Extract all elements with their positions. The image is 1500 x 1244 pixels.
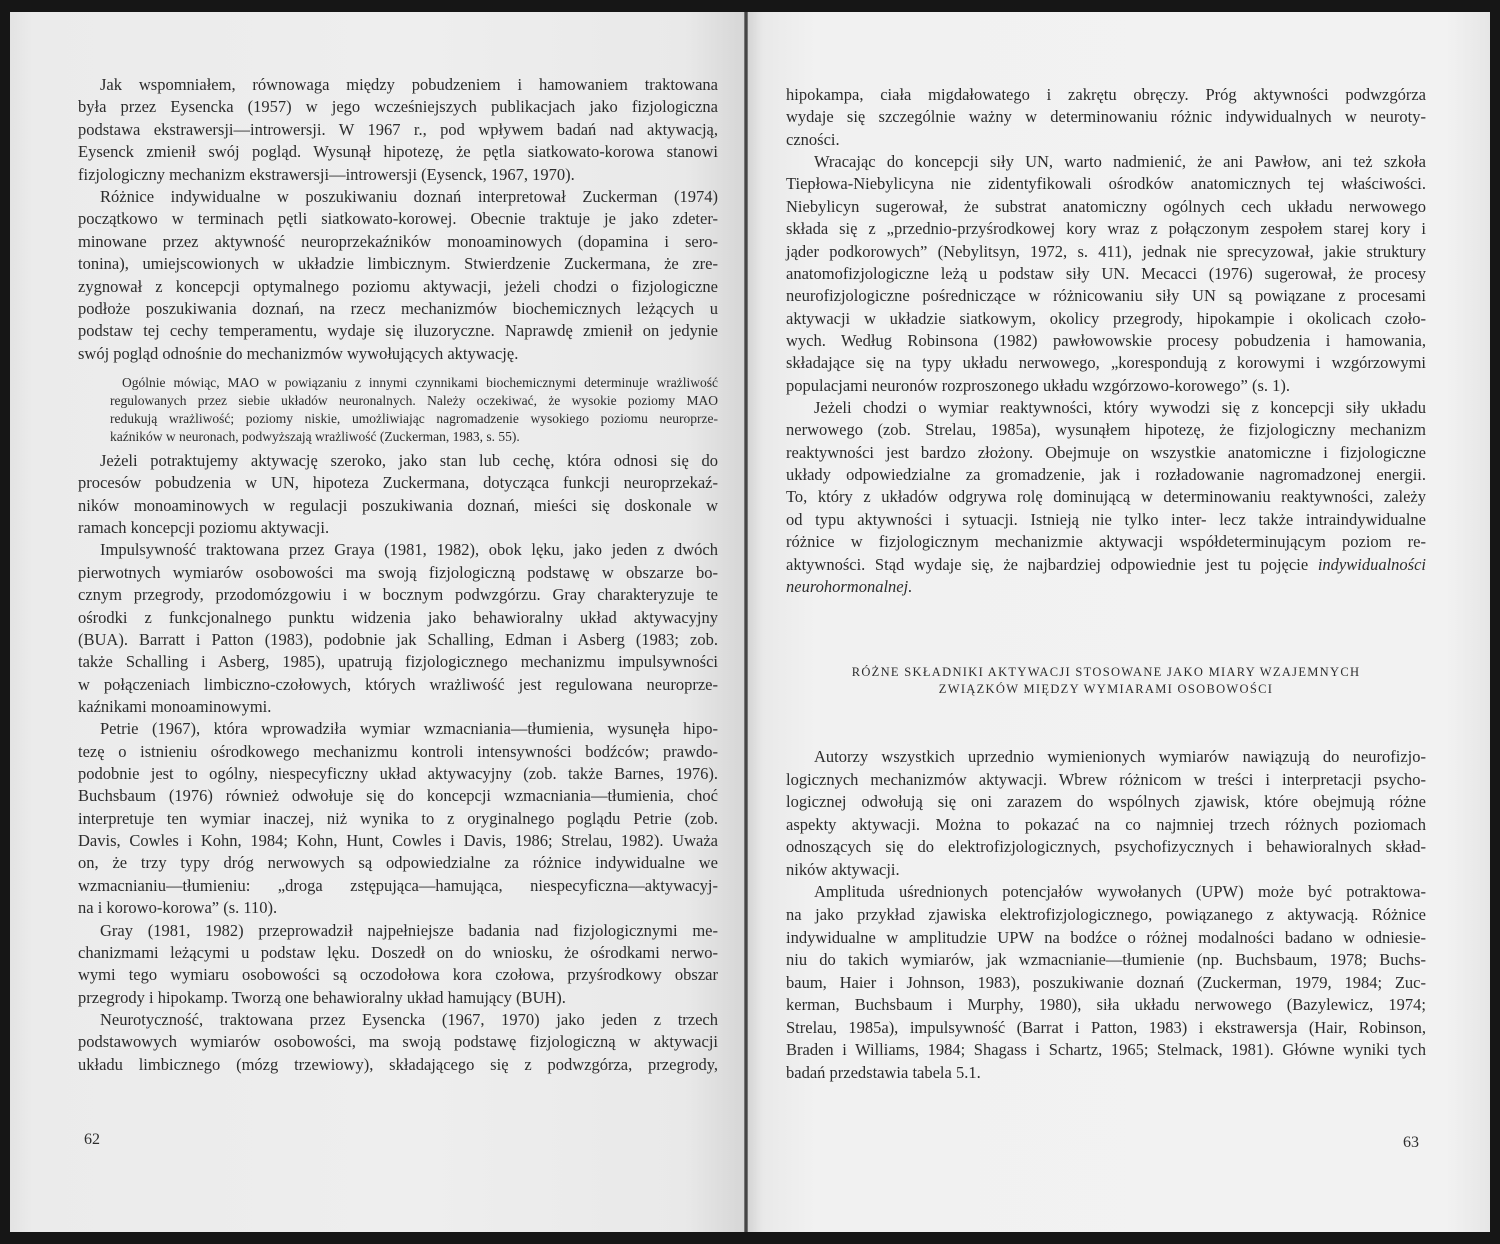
line-text: układy odpowiedzialne za gromadzenie, jak i rozładowanie nagromadzonej energii. — [786, 465, 1426, 485]
line-text: składa się z „przednio-przyśrodkowej kory wraz z połączonym zespołem starej kory i — [786, 219, 1426, 239]
text-line — [78, 208, 718, 230]
text-line — [786, 486, 1426, 508]
line-text: ZWIĄZKÓW MIĘDZY WYMIARAMI OSOBOWOŚCI — [938, 682, 1274, 696]
text-line — [78, 674, 718, 696]
text-line — [78, 763, 718, 785]
line-text: tonina), umiejscowionych w układzie limbicznym. Stwierdzenie Zuckermana, że zre- — [78, 254, 718, 274]
text-line — [786, 1039, 1426, 1062]
text-line — [78, 584, 718, 606]
line-text: tezę o istnieniu ośrodkowego mechanizmu kontroli intensywności bodźców; prawdo- — [78, 741, 718, 761]
line-text: od typu aktywności i sytuacji. Istnieją nie tylko inter- lecz także intraindywidualne — [786, 509, 1426, 529]
text-line — [78, 119, 718, 141]
line-text: indywidualne w amplitudzie UPW na bodźce o różnej modalności badano w odniesie- — [786, 927, 1426, 947]
line-text: fizjologiczny mechanizm ekstrawersji—introwersji (Eysenck, 1967, 1970). — [78, 164, 575, 184]
line-text: kerman, Buchsbaum i Murphy, 1980), siła układu nerwowego (Bazylewicz, 1974; — [786, 995, 1426, 1015]
line-text: na jako przykład zjawiska elektrofizjologicznego, powiązanego z aktywacją. Różnice — [786, 904, 1426, 924]
body-text-bottom — [786, 746, 1426, 1084]
section-heading — [786, 664, 1426, 698]
text-line — [78, 276, 718, 298]
right-page — [748, 12, 1490, 1232]
line-text: Eysenck zmienił swój pogląd. Wysunął hipotezę, że pętla siatkowato-korowa stanowi — [78, 142, 718, 162]
text-line — [786, 241, 1426, 263]
text-line — [78, 852, 718, 874]
paragraph — [78, 186, 718, 365]
text-line — [786, 994, 1426, 1017]
text-line — [78, 1031, 718, 1053]
text-line — [786, 218, 1426, 240]
line-text: ośrodki z funkcjonalnego punktu widzenia jako behawioralny układ aktywacyjny — [78, 607, 718, 627]
line-text: Braden i Williams, 1984; Shagass i Schartz, 1965; Stelmack, 1981). Główne wyniki tych — [786, 1040, 1426, 1060]
section-heading-line — [786, 681, 1426, 698]
line-text: wzmacnianiu—tłumieniu: „droga zstępująca—hamująca, niespecyficzna—aktywacyj- — [78, 875, 718, 895]
text-line — [786, 881, 1426, 904]
text-line — [786, 814, 1426, 837]
body-text-top — [786, 84, 1426, 598]
line-text: redukują wrażliwość; poziomy niskie, umożliwiając nagromadzenie wysokiego poziomu neuroprze- — [110, 411, 718, 426]
text-line — [786, 285, 1426, 307]
text-line — [78, 1054, 718, 1076]
line-text: (BUA). Barratt i Patton (1983), podobnie jak Schalling, Edman i Asberg (1983; zob. — [78, 629, 718, 649]
text-line — [786, 330, 1426, 352]
quote-line — [110, 410, 718, 428]
line-text: pierwotnych wymiarów osobowości ma swoją fizjologiczną podstawę w obszarze bo- — [78, 562, 718, 582]
line-text: To, który z układów odgrywa rolę dominującą w determinowaniu reaktywności, zależy — [786, 487, 1426, 507]
line-text: Buchsbaum (1976) również odwołuje się do koncepcji wzmacniania—tłumienia, choć — [78, 786, 718, 806]
line-text: różnice w fizjologicznym mechanizmie aktywacji współdeterminującym poziom re- — [786, 532, 1426, 552]
line-text: początkowo w terminach pętli siatkowato-korowej. Obecnie traktuje je jako zdeter- — [78, 209, 718, 229]
line-text: aspekty aktywacji. Można to pokazać na co najmniej trzech różnych poziomach — [786, 814, 1426, 834]
line-text: przegrody i hipokamp. Tworzą one behawioralny układ hamujący (BUH). — [78, 987, 566, 1007]
text-line — [78, 472, 718, 494]
text-line — [786, 576, 1426, 598]
paragraph — [786, 151, 1426, 397]
text-line — [786, 352, 1426, 374]
line-text: była przez Eysencka (1957) w jego wcześniejszych publikacjach jako fizjologiczna — [78, 97, 718, 117]
text-line — [78, 785, 718, 807]
text-line — [786, 308, 1426, 330]
text-line — [78, 298, 718, 320]
line-text: także Schalling i Asberg, 1985), upatrują fizjologicznego mechanizmu impulsywności — [78, 652, 718, 672]
text-line — [786, 1017, 1426, 1040]
page-number: 62 — [84, 1131, 100, 1148]
text-line — [786, 904, 1426, 927]
text-line — [78, 253, 718, 275]
text-line — [78, 920, 718, 942]
text-line — [786, 173, 1426, 195]
section-heading-line — [786, 664, 1426, 681]
line-text: ników monoaminowych w regulacji poszukiwania doznań, mieści się doskonale w — [78, 495, 718, 515]
line-text: Wracając do koncepcji siły UN, warto nadmienić, że ani Pawłow, ani też szkoła — [814, 152, 1426, 172]
text-line — [78, 830, 718, 852]
text-line — [78, 343, 718, 365]
paragraph — [78, 539, 718, 718]
left-page — [10, 12, 744, 1232]
text-line — [78, 186, 718, 208]
text-line — [786, 84, 1426, 106]
line-text: Niebylicyn sugerował, że substrat anatomiczny ogólnych cech układu nerwowego — [786, 196, 1426, 216]
quote-line — [110, 374, 718, 392]
line-text: podstaw tej cechy temperamentu, wydaje się iluzoryczne. Naprawdę zmienił on jedynie — [78, 321, 718, 341]
line-text: wych. Według Robinsona (1982) pawłowowskie procesy pobudzenia i hamowania, — [786, 330, 1426, 350]
line-text: chanizmami leżącymi u podstaw lęku. Doszedł on do wniosku, że ośrodkami nerwo- — [78, 942, 718, 962]
text-line — [786, 531, 1426, 553]
text-line — [78, 74, 718, 96]
line-text: w połączeniach limbiczno-czołowych, których wrażliwość jest regulowana neuroprze- — [78, 674, 718, 694]
line-text — [786, 555, 1426, 574]
line-text: wymi tego wymiaru osobowości są oczodołowa kora czołowa, przyśrodkowy obszar — [78, 965, 718, 985]
text-line — [78, 96, 718, 118]
text-line — [786, 791, 1426, 814]
line-text: swój pogląd odnośnie do mechanizmów wywołujących aktywację. — [78, 343, 519, 363]
text-line — [78, 517, 718, 539]
text-line — [786, 419, 1426, 441]
text-line — [78, 875, 718, 897]
line-text: Strelau, 1985a), impulsywność (Barrat i Patton, 1983) i ekstrawersja (Hair, Robinson, — [786, 1017, 1426, 1037]
paragraph — [786, 84, 1426, 151]
paragraph — [78, 718, 718, 919]
line-text: hipokampa, ciała migdałowatego i zakrętu obręczy. Próg aktywności podwzgórza — [786, 85, 1426, 104]
text-line — [786, 442, 1426, 464]
paragraph — [78, 74, 718, 186]
line-text: anatomofizjologiczne leżą u podstaw siły UN. Mecacci (1976) sugerował, że procesy — [786, 263, 1426, 283]
text-line — [78, 141, 718, 163]
quote-line — [110, 428, 718, 446]
text-line — [78, 562, 718, 584]
line-text: składające się na typy układu nerwowego, „korespondują z korowymi i wzgórzowymi — [786, 353, 1426, 373]
line-text: podstawa ekstrawersji—introwersji. W 1967 r., pod wpływem badań nad aktywacją, — [78, 119, 718, 139]
line-text: niu do takich wymiarów, jak wzmacnianie—tłumienie (np. Buchsbaum, 1978; Buchs- — [786, 950, 1426, 970]
line-text: czności. — [786, 129, 840, 149]
line-text: on, że trzy typy dróg nerwowych są odpowiedzialne za różnice indywidualne we — [78, 853, 718, 873]
line-text: neurofizjologiczne pośredniczące w różnicowaniu siły UN są powiązane z procesami — [786, 286, 1426, 306]
text-line — [786, 746, 1426, 769]
text-line — [78, 320, 718, 342]
line-text: podstawowych wymiarów osobowości, ma swoją podstawę fizjologiczną w aktywacji — [78, 1032, 718, 1052]
text-line — [786, 151, 1426, 173]
line-text: zygnował z koncepcji optymalnego poziomu aktywacji, jeżeli chodzi o fizjologiczne — [78, 276, 718, 296]
text-line — [78, 629, 718, 651]
paragraph — [786, 746, 1426, 881]
text-line — [786, 836, 1426, 859]
line-text: reaktywności jest bardzo złożony. Obejmuje on wszystkie anatomiczne i fizjologiczne — [786, 442, 1426, 462]
paragraph — [78, 920, 718, 1009]
line-text: Ogólnie mówiąc, MAO w powiązaniu z innymi czynnikami biochemicznymi determinuje wrażliwość — [122, 375, 718, 390]
line-text: Tiepłowa-Niebylicyna nie zidentyfikowali ośrodków anatomicznych tej właściwości. — [786, 174, 1426, 194]
line-text: minowane przez aktywność neuroprzekaźników monoaminowych (dopamina i sero- — [78, 231, 718, 251]
line-text: Petrie (1967), która wprowadziła wymiar wzmacniania—tłumienia, wysunęła hipo- — [100, 719, 718, 739]
text-line — [786, 129, 1426, 151]
line-text: Różnice indywidualne w poszukiwaniu doznań interpretował Zuckerman (1974) — [100, 186, 718, 206]
text-line — [78, 495, 718, 517]
text-line — [786, 509, 1426, 531]
text-line — [786, 106, 1426, 128]
text-line — [786, 464, 1426, 486]
text-line — [78, 987, 718, 1009]
body-text-top — [78, 74, 718, 365]
text-line — [78, 450, 718, 472]
text-line — [78, 808, 718, 830]
paragraph — [78, 450, 718, 539]
line-text: kaźnikami monoaminowymi. — [78, 696, 272, 716]
text-line — [786, 949, 1426, 972]
line-text: Autorzy wszystkich uprzednio wymienionych wymiarów nawiązują do neurofizjo- — [814, 747, 1426, 766]
line-text: populacjami neuronów rozproszonego układu wzgórzowo-korowego” (s. 1). — [786, 375, 1291, 395]
line-text: na i korowo-korowa” (s. 110). — [78, 898, 278, 918]
page-number: 63 — [1403, 1134, 1419, 1151]
line-text: Gray (1981, 1982) przeprowadził najpełniejsze badania nad fizjologicznymi me- — [100, 920, 718, 940]
line-text: wydaje się szczególnie ważny w determinowaniu różnic indywidualnych w neuroty- — [786, 107, 1426, 127]
text-line — [78, 651, 718, 673]
line-text: interpretuje ten wymiar inaczej, niż wynika to z oryginalnego poglądu Petrie (zob. — [78, 808, 718, 828]
text-line — [78, 718, 718, 740]
text-line — [78, 231, 718, 253]
text-line — [78, 897, 718, 919]
text-line — [786, 554, 1426, 576]
line-text: odnoszących się do elektrofizjologicznych, psychofizycznych i behawioralnych skład- — [786, 837, 1426, 857]
line-text: ramach koncepcji poziomu aktywacji. — [78, 518, 330, 538]
italic-term: neurohormonalnej. — [786, 576, 913, 596]
text-line — [78, 741, 718, 763]
line-text: logicznych mechanizmów aktywacji. Wbrew różnicom w treści i interpretacji psycho- — [786, 769, 1426, 789]
line-text-run: aktywności. Stąd wydaje się, że najbardziej odpowiednie jest tu pojęcie — [786, 554, 1309, 574]
line-text: aktywacji w układzie siatkowym, okolicy przegrody, hipokampie i okolicach czoło- — [786, 308, 1426, 328]
line-text: Impulsywność traktowana przez Graya (1981, 1982), obok lęku, jako jeden z dwóch — [100, 540, 718, 560]
line-text: ników aktywacji. — [786, 859, 900, 879]
text-line — [78, 964, 718, 986]
line-text: regulowanych przez siebie układów neuronalnych. Należy oczekiwać, że wysokie poziomy MAO — [110, 393, 718, 408]
line-text: Jeżeli chodzi o wymiar reaktywności, który wywodzi się z koncepcji siły układu — [814, 398, 1426, 418]
line-text: Jak wspomniałem, równowaga między pobudzeniem i hamowaniem traktowana — [100, 75, 718, 94]
line-text: cznym przegrody, przodomózgowiu i w bocznym podwzgórzu. Gray charakteryzuje te — [78, 585, 718, 605]
line-text: Davis, Cowles i Kohn, 1984; Kohn, Hunt, Cowles i Davis, 1986; Strelau, 1982). Uważa — [78, 831, 718, 851]
text-line — [78, 696, 718, 718]
text-line — [78, 164, 718, 186]
line-text: podobnie jest to ogólny, niespecyficzny układ aktywacyjny (zob. także Barnes, 1976). — [78, 764, 718, 784]
paragraph — [786, 397, 1426, 598]
text-line — [786, 263, 1426, 285]
body-text-bottom — [78, 450, 718, 1076]
italic-term: indywidualności — [1317, 554, 1426, 574]
text-line — [786, 927, 1426, 950]
text-line — [786, 397, 1426, 419]
line-text: Amplituda uśrednionych potencjałów wywołanych (UPW) może być potraktowa- — [814, 882, 1426, 902]
text-line — [78, 942, 718, 964]
text-line — [786, 769, 1426, 792]
text-line — [786, 859, 1426, 882]
line-text: nerwowego (zob. Strelau, 1985a), wysunąłem hipotezę, że fizjologiczny mechanizm — [786, 420, 1426, 440]
text-line — [78, 1009, 718, 1031]
line-text: układu limbicznego (mózg trzewiowy), składającego się z podwzgórza, przegrody, — [78, 1054, 718, 1074]
line-text: badań przedstawia tabela 5.1. — [786, 1062, 981, 1082]
line-text: baum, Haier i Johnson, 1983), poszukiwanie doznań (Zuckerman, 1979, 1984; Zuc- — [786, 972, 1426, 992]
line-text: RÓŻNE SKŁADNIKI AKTYWACJI STOSOWANE JAKO MIARY WZAJEMNYCH — [851, 665, 1361, 679]
paragraph — [786, 881, 1426, 1084]
text-line — [786, 1062, 1426, 1085]
text-line — [78, 539, 718, 561]
text-line — [786, 196, 1426, 218]
line-text: Jeżeli potraktujemy aktywację szeroko, jako stan lub cechę, która odnosi się do — [100, 451, 718, 470]
line-text: Neurotyczność, traktowana przez Eysencka (1967, 1970) jako jeden z trzech — [100, 1009, 718, 1029]
line-text: kaźników w neuronach, podwyższają wrażliwość (Zuckerman, 1983, s. 55). — [110, 429, 520, 444]
text-line — [786, 972, 1426, 995]
quote-line — [110, 392, 718, 410]
paragraph — [78, 1009, 718, 1076]
block-quote — [110, 374, 718, 446]
line-text: jąder podkorowych” (Nebylitsyn, 1972, s. 411), jednak nie sprecyzował, jakie struktury — [786, 241, 1426, 261]
text-line — [78, 607, 718, 629]
line-text: logicznej odwołują się oni zarazem do wspólnych zjawisk, które obejmują różne — [786, 792, 1426, 812]
text-line — [786, 375, 1426, 397]
line-text — [786, 577, 912, 596]
line-text: podłoże poszukiwania doznań, na rzecz mechanizmów biochemicznych leżących u — [78, 298, 718, 318]
line-text: procesów pobudzenia w UN, hipoteza Zuckermana, dotycząca funkcji neuroprzekaź- — [78, 473, 718, 493]
